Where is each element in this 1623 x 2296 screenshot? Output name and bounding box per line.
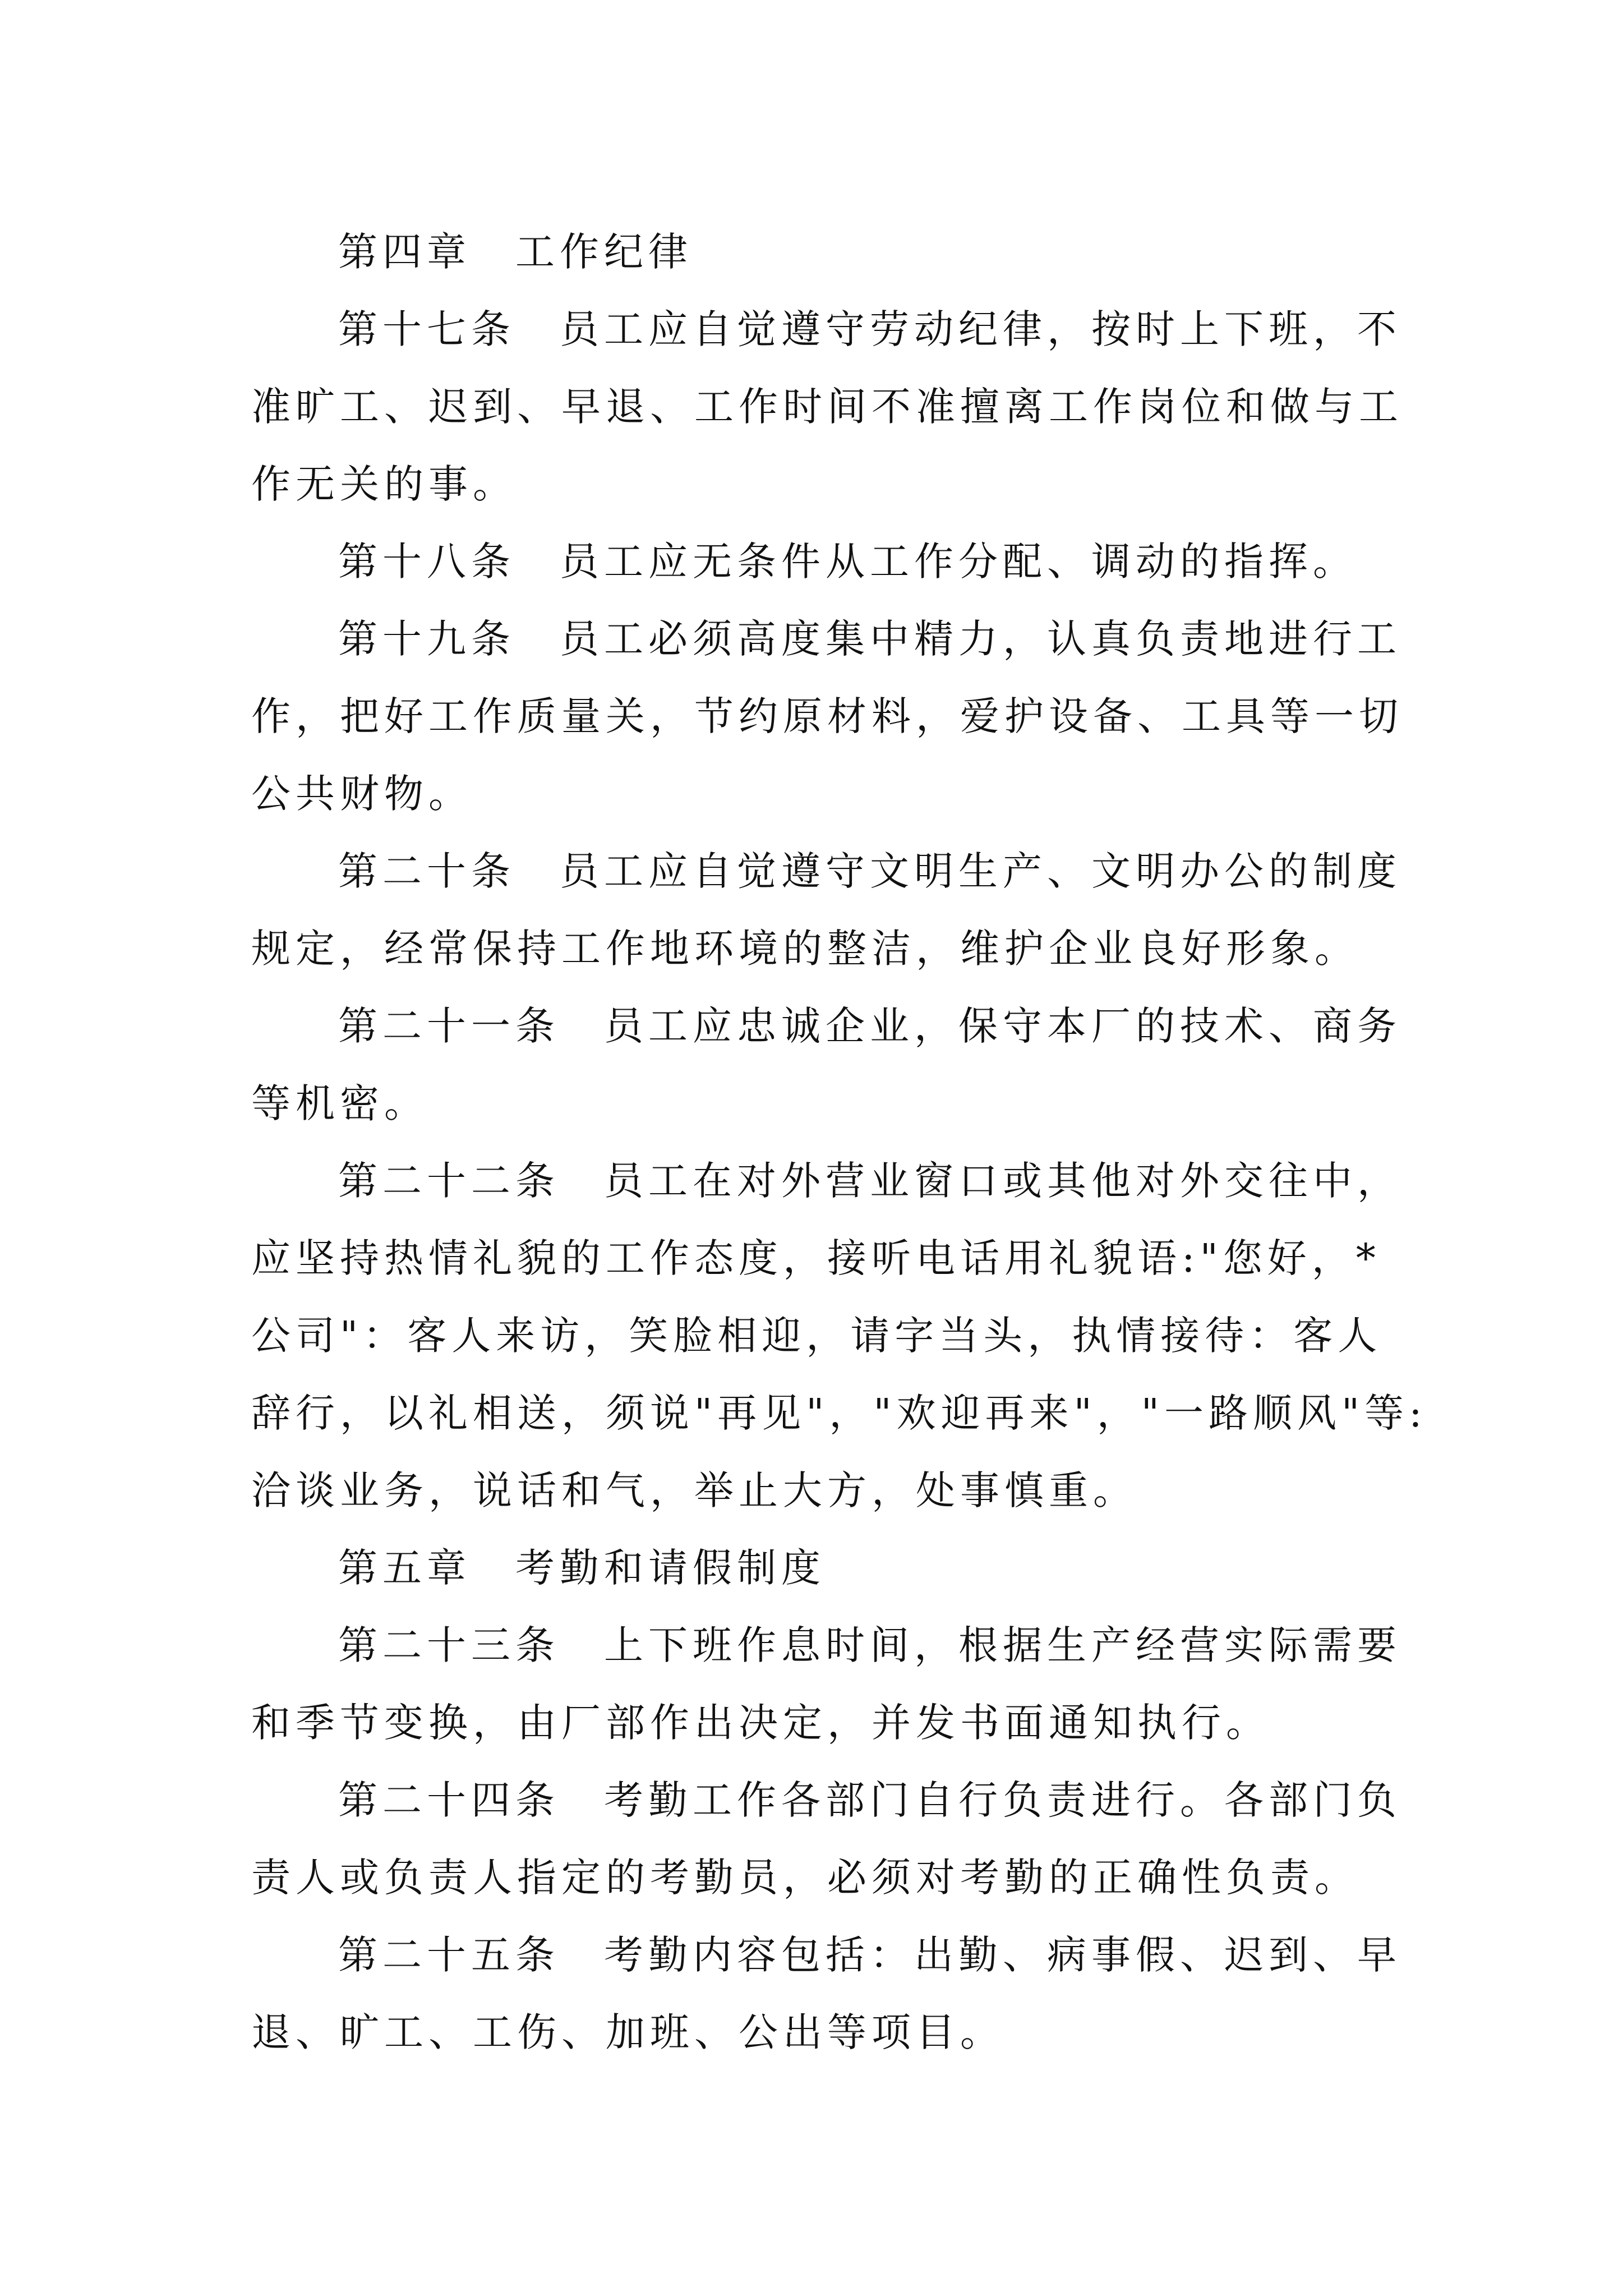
article-18 (251, 523, 1390, 600)
article-23 (251, 1607, 1401, 1761)
article-21 (251, 987, 1401, 1142)
article-19-line-1: 第十九条 员工必须高度集中精力，认真负责地进行工 (338, 616, 1401, 662)
article-22-line-3: 公司"：客人来访，笑脸相迎，请字当头，执情接待：客人 (251, 1313, 1382, 1359)
article-22-line-1: 第二十二条 员工在对外营业窗口或其他对外交往中， (338, 1158, 1401, 1204)
article-22-line-5: 洽谈业务，说话和气，举止大方，处事慎重。 (251, 1467, 1137, 1513)
article-22-line-2: 应坚持热情礼貌的工作态度，接听电话用礼貌语:"您好，* (251, 1235, 1381, 1281)
article-24-line-2: 责人或负责人指定的考勤员，必须对考勤的正确性负责。 (251, 1855, 1359, 1901)
article-17-line-2: 准旷工、迟到、早退、工作时间不准擅离工作岗位和做与工 (251, 384, 1403, 430)
article-19-line-3: 公共财物。 (251, 771, 473, 817)
article-19-line-2: 作，把好工作质量关，节约原材料，爱护设备、工具等一切 (251, 693, 1403, 739)
chapter-4-heading: 第四章 工作纪律 (338, 229, 693, 275)
chapter-5-heading: 第五章 考勤和请假制度 (338, 1545, 826, 1591)
article-22 (251, 1142, 1427, 1529)
article-20 (251, 832, 1401, 987)
article-23-line-2: 和季节变换，由厂部作出决定，并发书面通知执行。 (251, 1700, 1270, 1746)
article-25-line-2: 退、旷工、工伤、加班、公出等项目。 (251, 2009, 1004, 2055)
article-17-line-3: 作无关的事。 (251, 461, 517, 507)
article-20-line-1: 第二十条 员工应自觉遵守文明生产、文明办公的制度 (338, 848, 1401, 894)
article-25-line-1: 第二十五条 考勤内容包括：出勤、病事假、迟到、早 (338, 1932, 1401, 1978)
article-25 (251, 1916, 1401, 2071)
article-21-line-2: 等机密。 (251, 1080, 428, 1126)
article-20-line-2: 规定，经常保持工作地环境的整洁，维护企业良好形象。 (251, 926, 1359, 972)
article-21-line-1: 第二十一条 员工应忠诚企业，保守本厂的技术、商务 (338, 1003, 1401, 1049)
article-23-line-1: 第二十三条 上下班作息时间，根据生产经营实际需要 (338, 1622, 1401, 1668)
document-body (251, 213, 1427, 2071)
article-24-line-1: 第二十四条 考勤工作各部门自行负责进行。各部门负 (338, 1777, 1401, 1823)
article-17 (251, 291, 1403, 523)
article-22-line-4: 辞行，以礼相送，须说"再见"，"欢迎再来"，"一路顺风"等: (251, 1390, 1427, 1436)
article-17-line-1: 第十七条 员工应自觉遵守劳动纪律，按时上下班，不 (338, 306, 1401, 352)
article-24 (251, 1761, 1401, 1916)
article-18-line-1: 第十八条 员工应无条件从工作分配、调动的指挥。 (338, 539, 1357, 585)
article-19 (251, 600, 1403, 832)
